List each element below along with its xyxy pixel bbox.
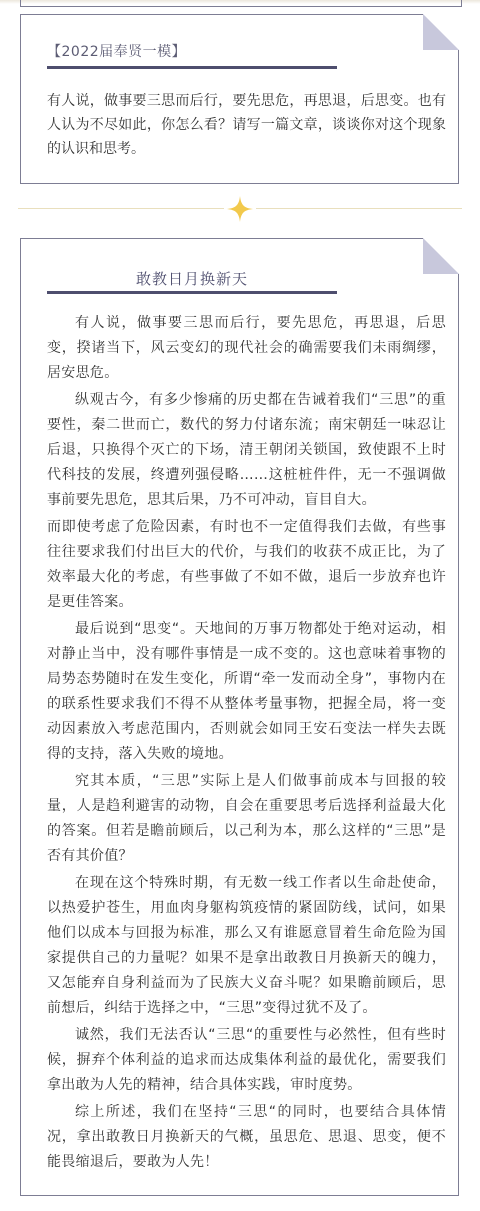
essay-body bbox=[47, 311, 446, 1177]
essay-paragraph: 最后说到“思变“。天地间的万事万物都处于绝对运动，相对静止当中，没有哪件事情是一成不变的。这也意味着事物的局势态势随时在发生变化，所谓“牵一发而动全身”，事物内在的联系性要求我们不得不从整体考量事物，把握全局，将一变动因素放入考虑范围内，否则就会如同王安石变法一样失去既得的支持，落入失败的境地。 bbox=[47, 621, 446, 762]
previous-card-edge bbox=[20, 0, 462, 7]
essay-paragraph: 在现在这个特殊时期，有无数一线工作者以生命赴使命，以热爱护苍生，用血肉身躯构筑疫情的紧固防线，试问，如果他们以成本与回报为标准，那么又有谁愿意冒着生命危险为国家提供自己的力量呢？如果不是拿出敢教日月换新天的魄力，又怎能弃自身利益而为了民族大义奋斗呢？如果瞻前顾后，思前想后，纠结于选择之中，“三思”变得过犹不及了。 bbox=[47, 875, 446, 1016]
essay-title: 敢教日月换新天 bbox=[135, 270, 248, 288]
essay-paragraph: 究其本质，“三思”实际上是人们做事前成本与回报的较量，人是趋利避害的动物，自会在重要思考后选择利益最大化的答案。但若是瞻前顾后，以己利为本，那么这样的“三思”是否有其价值？ bbox=[47, 773, 446, 864]
essay-paragraph: 综上所述，我们在坚持“三思“的同时，也要结合具体情况，拿出敢教日月换新天的气概，虽思危、思退、思变，便不能畏缩退后，要敢为人先！ bbox=[47, 1104, 446, 1170]
separator-line-right bbox=[256, 208, 462, 209]
title-underline bbox=[47, 291, 337, 294]
essay-paragraph: 诚然，我们无法否认“三思“的重要性与必然性，但有些时候，摒弃个体利益的追求而达成集体利益的最优化，需要我们拿出敢为人先的精神，结合具体实践，审时度势。 bbox=[47, 1027, 446, 1093]
tag-underline bbox=[47, 66, 337, 69]
essay-paragraph: 纵观古今，有多少惨痛的历史都在告诫着我们“三思”的重要性，秦二世而亡，数代的努力付诸东流；南宋朝廷一味忍让后退，只换得个灭亡的下场，清王朝闭关锁国，致使跟不上时代科技的发展，终遭列强侵略……这桩桩件件，无一不强调做事前要先思危，思其后果，乃不可冲动，盲目自大。 bbox=[47, 392, 446, 508]
essay-paragraph: 而即使考虑了危险因素，有时也不一定值得我们去做，有些事往往要求我们付出巨大的代价，与我们的收获不成正比，为了效率最大化的考虑，有些事做了不如不做，退后一步放弃也许是更佳答案。 bbox=[47, 519, 446, 610]
separator-line-left bbox=[18, 208, 224, 209]
essay-prompt: 有人说，做事要三思而后行，要先思危，再思退，后思变。也有人认为不尽如此，你怎么看？请写一篇文章，谈谈你对这个现象的认识和思考。 bbox=[47, 93, 446, 157]
sparkle-star-icon bbox=[227, 196, 253, 222]
essay-card bbox=[20, 238, 459, 1196]
prompt-card bbox=[20, 14, 459, 184]
essay-paragraph: 有人说，做事要三思而后行，要先思危，再思退，后思变，揆诸当下，风云变幻的现代社会的确需要我们未雨绸缪，居安思危。 bbox=[47, 315, 446, 381]
section-separator bbox=[0, 196, 480, 222]
exam-source-tag: 【2022届奉贤一模】 bbox=[47, 44, 187, 60]
